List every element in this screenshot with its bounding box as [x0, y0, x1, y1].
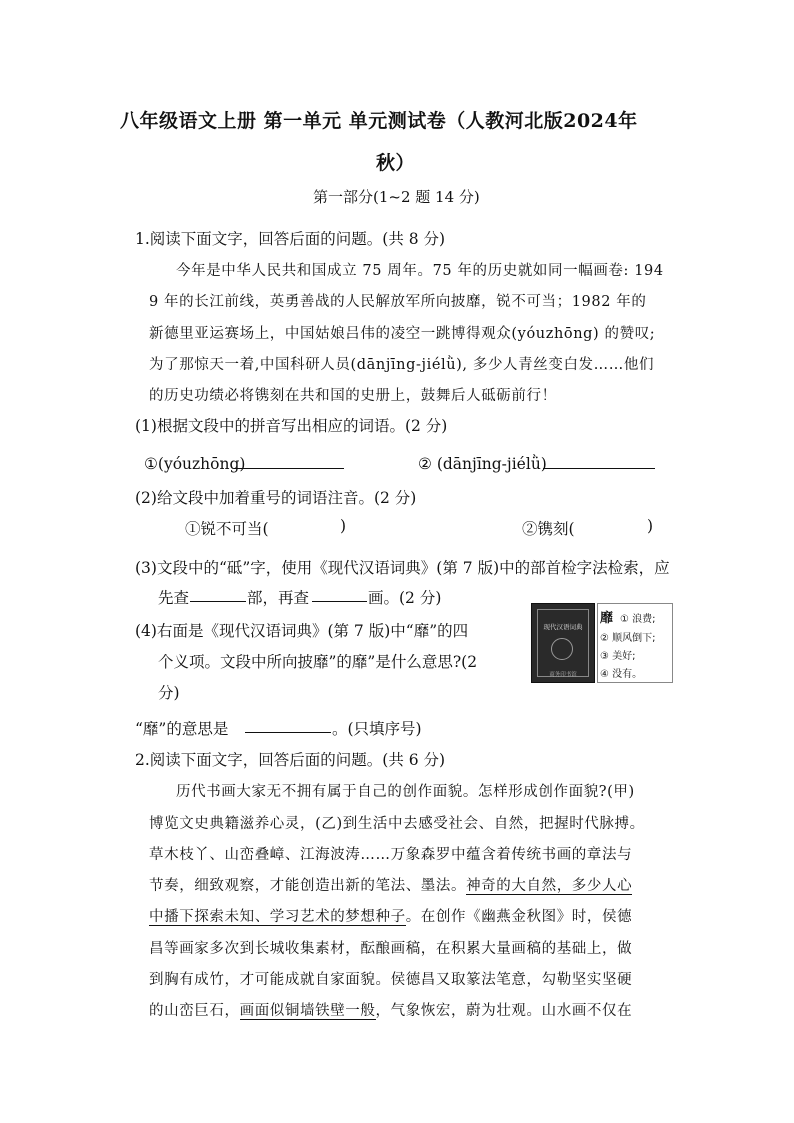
subquestion-3-b: 部，再查 — [247, 589, 310, 607]
passage2-line: 历代书画大家无不拥有属于自己的创作面貌。怎样形成创作面貌?(甲) — [176, 784, 635, 800]
subquestion-4-l3: 分) — [158, 684, 180, 702]
passage-line: 为了那惊天一着,中国科研人员(dānjīng-jiélǜ), 多少人青丝变白发……他们 — [149, 357, 655, 373]
passage2-line: 草木枝丫、山峦叠嶂、江海波涛……万象森罗中蕴含着传统书画的章法与 — [149, 847, 633, 863]
passage2-line: 到胸有成竹，才可能成就自家面貌。侯德昌又取篆法笔意，勾勒坚实坚硬 — [149, 972, 633, 988]
section-heading: 第一部分(1~2 题 14 分) — [313, 188, 480, 206]
page-title: 八年级语文上册 第一单元 单元测试卷（人教河北版2024年 — [120, 110, 638, 132]
page-title-cont: 秋） — [376, 152, 416, 174]
radical-blank[interactable] — [190, 587, 246, 602]
passage2-line: 博览文史典籍滋养心灵，(乙)到生活中去感受社会、自然，把握时代脉搏。 — [149, 816, 645, 832]
entry-sense: ② 顺风倒下; — [600, 633, 656, 644]
subquestion-4: (4)右面是《现代汉语词典》(第 7 版)中“靡”的四 — [135, 622, 469, 640]
answer-2b-label: ②镌刻( — [522, 520, 575, 538]
dictionary-cover-image — [531, 603, 595, 683]
answer-1a-label: ①(yóuzhōng) — [144, 455, 246, 473]
entry-sense: ① 浪费; — [620, 614, 656, 625]
answer-2a-label: ①锐不可当( — [185, 520, 269, 538]
passage2-text: 。在创作《幽燕金秋图》时，侯德 — [405, 909, 633, 925]
passage-line: 的历史功绩必将镌刻在共和国的史册上，鼓舞后人砥砺前行！ — [149, 388, 557, 404]
answer-4-label: “靡”的意思是 — [135, 720, 229, 738]
passage2-line — [149, 999, 632, 1020]
dictionary-entry — [597, 603, 673, 683]
subquestion-3: (3)文段中的“砥”字，使用《现代汉语词典》(第 7 版)中的部首检字法检索，应 — [135, 559, 670, 577]
passage2-line: 昌等画家多次到长城收集素材，酝酿画稿，在积累大量画稿的基础上，做 — [149, 941, 633, 957]
underlined-sentence-cont: 中播下探索未知、学习艺术的梦想种子 — [149, 909, 406, 925]
dictionary-publisher: 商务印书馆 — [549, 672, 577, 678]
answer-1b-label: ② (dānjīng-jiélǜ) — [418, 455, 547, 473]
passage-line: 新德里亚运赛场上，中国姑娘吕伟的凌空一跳博得观众(yóuzhōng) 的赞叹; — [149, 326, 656, 342]
underlined-sentence: 神奇的大自然，多少人心 — [466, 878, 633, 894]
passage2-line — [149, 905, 632, 926]
subquestion-2: (2)给文段中加着重号的词语注音。(2 分) — [135, 489, 417, 507]
entry-headword: 靡 — [600, 611, 614, 626]
subquestion-4-l2: 个义项。文段中所向披靡”的靡”是什么意思?(2 — [158, 653, 478, 671]
passage2-text: 的山峦巨石， — [149, 1003, 240, 1019]
answer-4-blank[interactable] — [245, 718, 331, 733]
cover-emblem-icon — [551, 638, 573, 660]
answer-2a-close: ) — [340, 517, 347, 535]
entry-sense: ③ 美好; — [600, 651, 636, 662]
answer-1b-blank[interactable] — [543, 454, 655, 469]
passage-line: 今年是中华人民共和国成立 75 周年。75 年的历史就如同一幅画卷: 194 — [176, 263, 664, 279]
answer-2b-close: ) — [647, 517, 654, 535]
subquestion-3-c: 画。(2 分) — [368, 589, 442, 607]
dictionary-cover-title: 现代汉语词典 — [543, 623, 583, 631]
answer-4-note: 。(只填序号) — [332, 720, 422, 738]
stroke-blank[interactable] — [312, 587, 367, 602]
entry-sense: ④ 没有。 — [600, 669, 643, 680]
answer-1a-blank[interactable] — [234, 454, 344, 469]
passage2-text: 节奏，细致观察，才能创造出新的笔法、墨法。 — [149, 878, 467, 894]
subquestion-1: (1)根据文段中的拼音写出相应的词语。(2 分) — [135, 417, 448, 435]
question-2-stem: 2.阅读下面文字，回答后面的问题。(共 6 分) — [135, 751, 446, 769]
question-1-stem: 1.阅读下面文字，回答后面的问题。(共 8 分) — [135, 230, 446, 248]
passage2-line — [149, 874, 632, 895]
underlined-phrase: 画面似铜墙铁壁一般 — [239, 1003, 376, 1019]
subquestion-3-a: 先查 — [158, 589, 190, 607]
passage-line: 9 年的长江前线，英勇善战的人民解放军所向披靡，锐不可当；1982 年的 — [149, 294, 647, 310]
passage2-text: ，气象恢宏，蔚为壮观。山水画不仅在 — [375, 1003, 633, 1019]
